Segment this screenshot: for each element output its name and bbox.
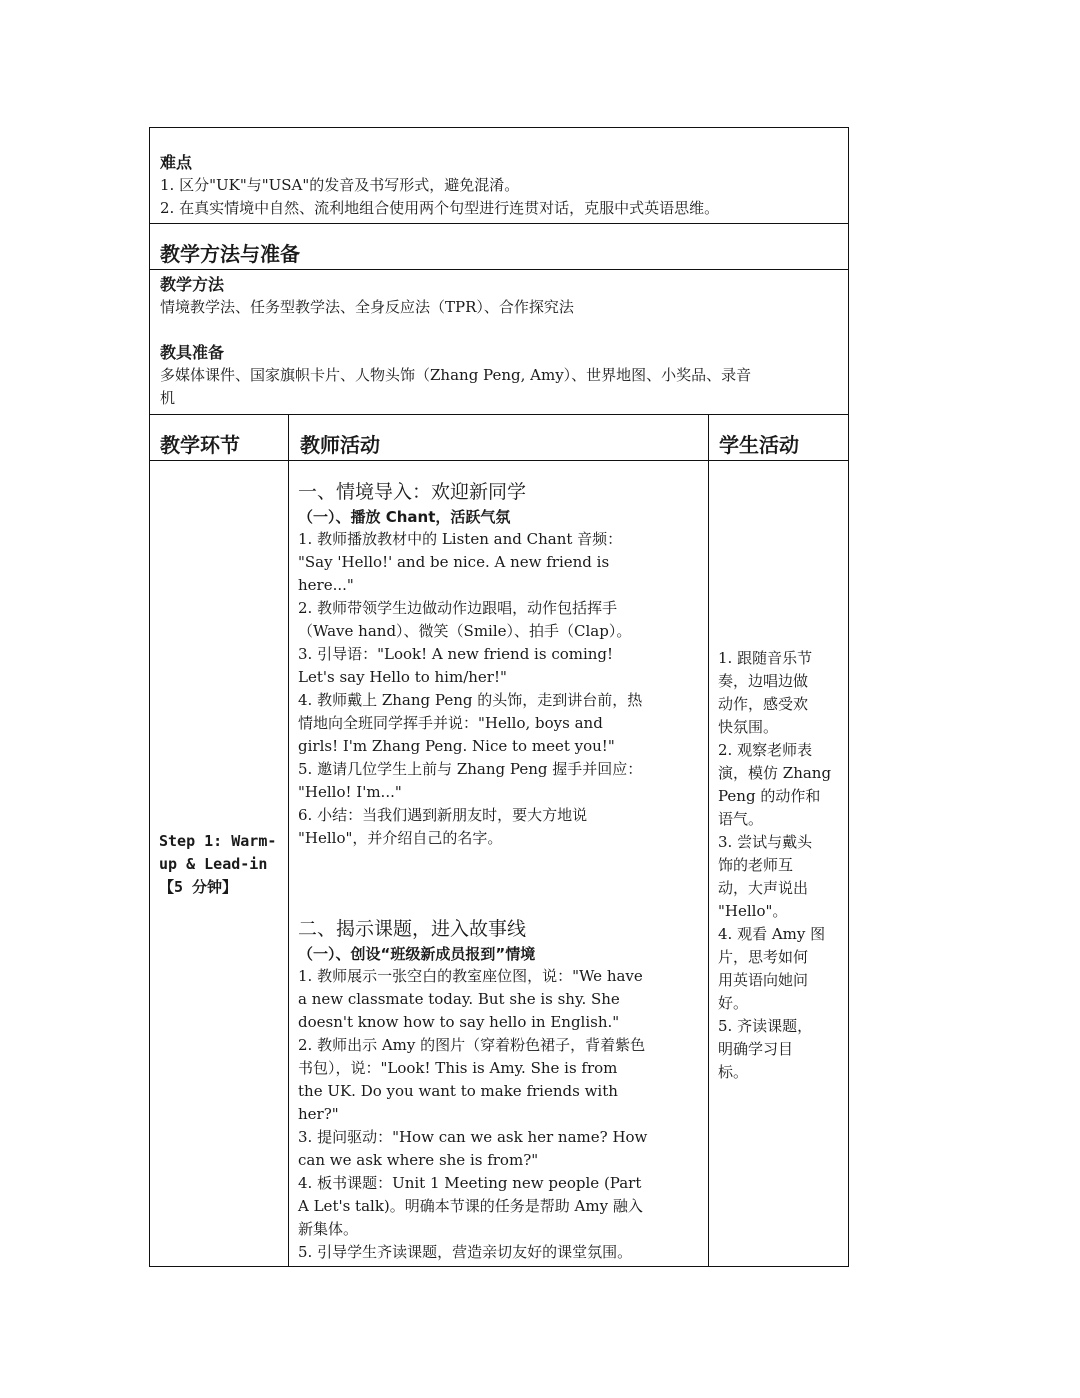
method-text: 情境教学法、任务型教学法、全身反应法（TPR）、合作探究法 xyxy=(160,298,574,316)
prep-label: 教具准备 xyxy=(160,343,225,362)
activity-line: 3. 引导语："Look! A new friend is coming! xyxy=(298,645,614,663)
student-line: 片，思考如何 xyxy=(718,948,809,966)
part-subtitle: （一）、创设“班级新成员报到”情境 xyxy=(298,945,536,963)
activity-line: the UK. Do you want to make friends with xyxy=(298,1082,618,1100)
student-line: 动，大声说出 xyxy=(718,879,809,897)
difficulty-item: 2. 在真实情境中自然、流利地组合使用两个句型进行连贯对话，克服中式英语思维。 xyxy=(160,199,720,217)
activity-line: 6. 小结：当我们遇到新朋友时，要大方地说 xyxy=(298,806,588,824)
student-line: 标。 xyxy=(718,1063,749,1081)
step-cell xyxy=(159,830,284,899)
activity-line: "Say 'Hello!' and be nice. A new friend is xyxy=(298,553,610,571)
activity-line: 3. 提问驱动："How can we ask her name? How xyxy=(298,1128,648,1146)
prep-text: 机 xyxy=(160,389,176,407)
activity-line: 4. 板书课题：Unit 1 Meeting new people (Part xyxy=(298,1174,642,1192)
activity-line: A Let's talk)。明确本节课的任务是帮助 Amy 融入 xyxy=(298,1197,643,1215)
student-activity-cell xyxy=(718,647,846,1084)
student-line: 4. 观看 Amy 图 xyxy=(718,925,826,943)
column-divider xyxy=(288,414,289,1266)
part-title: 一、情境导入：欢迎新同学 xyxy=(298,481,527,503)
activity-line: a new classmate today. But she is shy. She xyxy=(298,990,620,1008)
activity-line: her?" xyxy=(298,1105,339,1123)
column-header: 教师活动 xyxy=(300,433,380,457)
student-line: 奏，边唱边做 xyxy=(718,672,809,690)
activity-line: 1. 教师展示一张空白的教室座位图，说："We have xyxy=(298,967,643,985)
student-line: 用英语向她问 xyxy=(718,971,809,989)
row-divider xyxy=(150,223,848,224)
methods-content xyxy=(160,274,840,410)
column-header: 学生活动 xyxy=(719,433,799,457)
methods-section-title-cell xyxy=(160,240,300,268)
activity-line: "Hello"，并介绍自己的名字。 xyxy=(298,829,503,847)
activity-line: （Wave hand）、微笑（Smile）、拍手（Clap）。 xyxy=(298,622,632,640)
activity-line: 2. 教师带领学生边做动作边跟唱，动作包括挥手 xyxy=(298,599,618,617)
column-header: 教学环节 xyxy=(160,433,240,457)
student-line: Peng 的动作和 xyxy=(718,787,821,805)
lesson-plan-table xyxy=(149,127,849,1267)
header-cell-student xyxy=(719,431,799,459)
student-line: 明确学习目 xyxy=(718,1040,794,1058)
activity-line: 5. 邀请几位学生上前与 Zhang Peng 握手并回应： xyxy=(298,760,643,778)
activity-line: here..." xyxy=(298,576,354,594)
step-duration: 【5 分钟】 xyxy=(159,878,238,896)
activity-line: 新集体。 xyxy=(298,1220,359,1238)
row-divider xyxy=(150,414,848,415)
student-line: 动作，感受欢 xyxy=(718,695,809,713)
student-line: "Hello"。 xyxy=(718,902,788,920)
activity-line: doesn't know how to say hello in English." xyxy=(298,1013,620,1031)
activity-line: 情地向全班同学挥手并说："Hello, boys and xyxy=(298,714,603,732)
student-line: 5. 齐读课题， xyxy=(718,1017,813,1035)
activity-line: 1. 教师播放教材中的 Listen and Chant 音频： xyxy=(298,530,623,548)
header-cell-teacher xyxy=(300,431,380,459)
activity-line: 2. 教师出示 Amy 的图片（穿着粉色裙子，背着紫色 xyxy=(298,1036,646,1054)
activity-line: can we ask where she is from?" xyxy=(298,1151,539,1169)
activity-line: Let's say Hello to him/her!" xyxy=(298,668,507,686)
teacher-activity-cell-part2 xyxy=(298,915,703,1264)
methods-section-title: 教学方法与准备 xyxy=(160,242,300,266)
header-cell-stage xyxy=(160,431,240,459)
student-line: 快氛围。 xyxy=(718,718,779,736)
activity-line: "Hello! I'm..." xyxy=(298,783,402,801)
activity-line: 5. 引导学生齐读课题，营造亲切友好的课堂氛围。 xyxy=(298,1243,633,1261)
student-line: 2. 观察老师表 xyxy=(718,741,813,759)
difficulty-label: 难点 xyxy=(160,153,193,172)
prep-text: 多媒体课件、国家旗帜卡片、人物头饰（Zhang Peng, Amy）、世界地图、小奖品、录音 xyxy=(160,366,752,384)
teacher-activity-cell xyxy=(298,478,703,850)
student-line: 1. 跟随音乐节 xyxy=(718,649,813,667)
method-label: 教学方法 xyxy=(160,275,225,294)
spacer xyxy=(160,319,840,342)
student-line: 好。 xyxy=(718,994,749,1012)
activity-line: girls! I'm Zhang Peng. Nice to meet you!" xyxy=(298,737,615,755)
row-divider xyxy=(150,269,848,270)
difficulty-item: 1. 区分"UK"与"USA"的发音及书写形式，避免混淆。 xyxy=(160,176,520,194)
student-line: 3. 尝试与戴头 xyxy=(718,833,813,851)
student-line: 饰的老师互 xyxy=(718,856,794,874)
student-line: 演，模仿 Zhang xyxy=(718,764,832,782)
activity-line: 书包），说："Look! This is Amy. She is from xyxy=(298,1059,618,1077)
part-subtitle: （一）、播放 Chant，活跃气氛 xyxy=(298,508,511,526)
step-label: Step 1: Warm- xyxy=(159,832,277,850)
difficulty-section xyxy=(160,152,840,220)
row-divider xyxy=(150,460,848,461)
part-title: 二、揭示课题，进入故事线 xyxy=(298,918,527,940)
student-line: 语气。 xyxy=(718,810,764,828)
step-label: up & Lead-in xyxy=(159,855,268,873)
column-divider xyxy=(708,414,709,1266)
activity-line: 4. 教师戴上 Zhang Peng 的头饰，走到讲台前，热 xyxy=(298,691,643,709)
